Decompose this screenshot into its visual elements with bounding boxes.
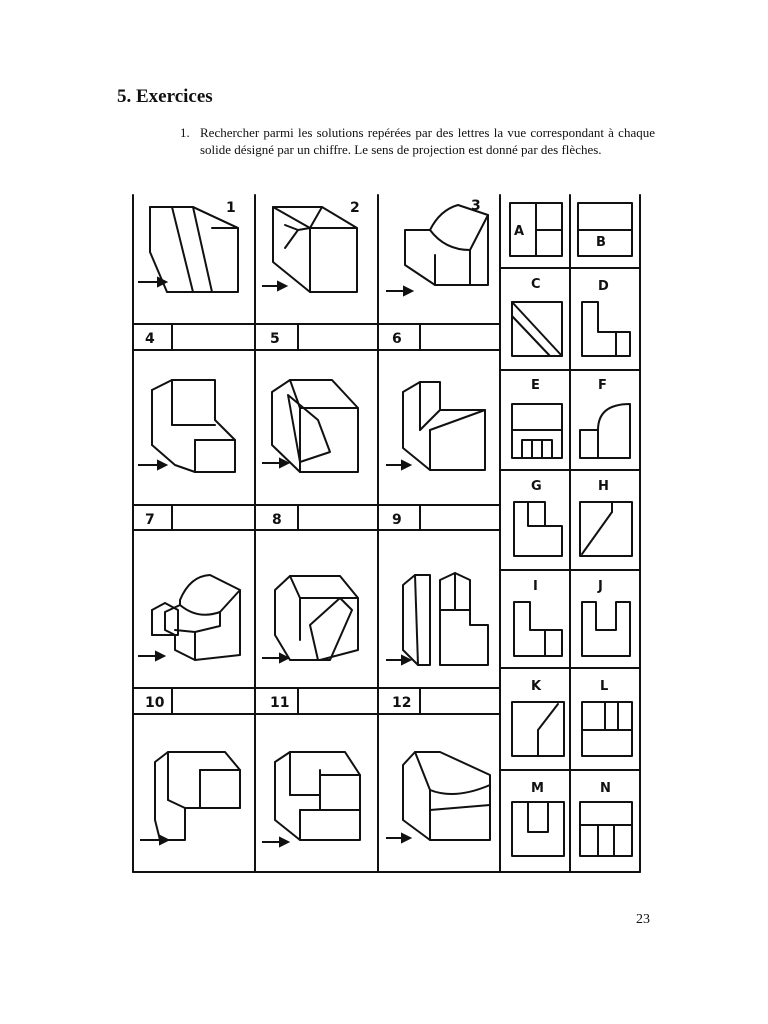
- solid-label-9: 9: [392, 512, 402, 528]
- solid-10-drawing: [155, 752, 240, 840]
- view-J-drawing: [582, 602, 630, 656]
- arrow-icon: [386, 287, 412, 295]
- solid-label-10: 10: [145, 695, 165, 711]
- solid-label-1: 1: [226, 200, 236, 216]
- view-K-drawing: [512, 702, 564, 756]
- solid-2-drawing: [273, 207, 357, 292]
- arrow-icon: [386, 461, 410, 469]
- view-label-L: L: [600, 679, 609, 694]
- solid-4-drawing: [152, 380, 235, 472]
- view-H-drawing: [580, 502, 632, 556]
- solid-3-drawing: [405, 205, 488, 285]
- view-label-K: K: [531, 679, 542, 694]
- solid-8-drawing: [275, 576, 358, 660]
- solid-7-drawing: [152, 575, 240, 660]
- view-C-drawing: [512, 302, 562, 356]
- arrow-icon: [138, 652, 164, 660]
- view-F-drawing: [580, 404, 630, 458]
- arrow-icon: [262, 654, 288, 662]
- view-label-F: F: [598, 378, 607, 393]
- view-label-C: C: [531, 277, 541, 292]
- view-E-drawing: [512, 404, 562, 458]
- view-label-E: E: [531, 378, 540, 393]
- view-G-drawing: [514, 502, 562, 556]
- view-M-drawing: [512, 802, 564, 856]
- page-number: 23: [636, 912, 650, 927]
- solid-9-drawing: [403, 573, 488, 665]
- view-L-drawing: [582, 702, 632, 756]
- arrow-icon: [262, 459, 288, 467]
- arrow-icon: [140, 836, 168, 844]
- solid-label-12: 12: [392, 695, 412, 711]
- exercise-number: 1.: [180, 125, 190, 140]
- view-label-N: N: [600, 781, 611, 796]
- solid-label-11: 11: [270, 695, 290, 711]
- view-N-drawing: [580, 802, 632, 856]
- view-label-A: A: [514, 224, 525, 239]
- arrow-icon: [386, 656, 410, 664]
- view-label-G: G: [531, 479, 542, 494]
- view-label-J: J: [598, 579, 603, 594]
- view-label-D: D: [598, 279, 609, 294]
- view-label-M: M: [531, 781, 544, 796]
- solid-label-3: 3: [471, 198, 481, 214]
- arrow-icon: [138, 461, 166, 469]
- solid-label-2: 2: [350, 200, 360, 216]
- view-label-H: H: [598, 479, 609, 494]
- arrow-icon: [262, 838, 288, 846]
- view-label-I: I: [533, 579, 538, 594]
- view-D-drawing: [582, 302, 630, 356]
- arrow-icon: [386, 834, 410, 842]
- view-label-B: B: [596, 235, 606, 250]
- section-heading: 5. Exercices: [117, 86, 213, 107]
- solid-label-7: 7: [145, 512, 155, 528]
- solid-12-drawing: [403, 752, 490, 840]
- solid-5-drawing: [272, 380, 358, 472]
- exercise-text: Rechercher parmi les solutions repérées par des lettres la vue correspondant à chaque solide désigné par un chiffre. Le sens de projection est donné par des flèches.: [200, 125, 655, 157]
- solid-1-drawing: [150, 207, 238, 292]
- view-I-drawing: [514, 602, 562, 656]
- solid-label-5: 5: [270, 331, 280, 347]
- solid-label-8: 8: [272, 512, 282, 528]
- arrow-icon: [262, 282, 286, 290]
- solid-label-4: 4: [145, 331, 155, 347]
- solid-11-drawing: [275, 752, 360, 840]
- arrow-icon: [138, 278, 166, 286]
- solid-6-drawing: [403, 382, 485, 470]
- solid-label-6: 6: [392, 331, 402, 347]
